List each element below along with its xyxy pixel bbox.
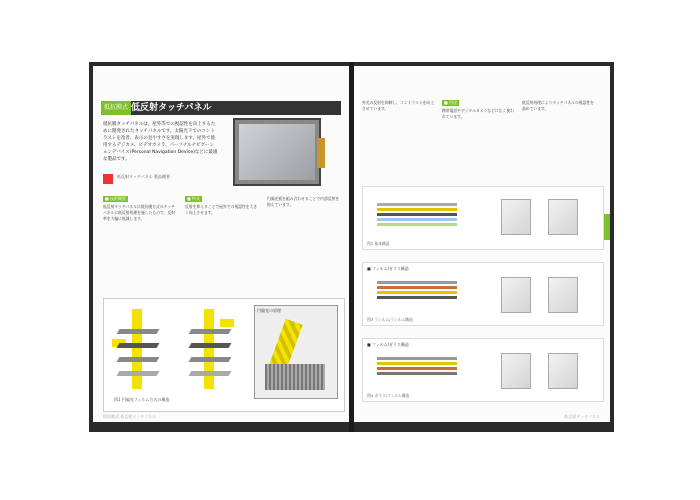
column-text: 携帯電話やデジタルカメラなどに広く使われています。 bbox=[442, 108, 514, 119]
left-column-2 bbox=[185, 196, 259, 216]
figure-3 bbox=[362, 262, 604, 326]
left-page bbox=[93, 66, 349, 422]
figure-1 bbox=[103, 298, 345, 412]
intro-text: 抵抗膜タッチパネルは、屋外等での視認性を向上するために開発されたタッチパネルです。太陽光下でのコントラストを改善、表示の見やすさを実現します。屋外で使用するデジカメ、ビデオカメラ、パーソナルナビゲーションデバイス(Personal Navigation Device)などに最適な製品です。 bbox=[103, 122, 218, 162]
column-heading: ■ 特長 bbox=[187, 196, 201, 201]
figure-title: ■ フィルム/ガラス構造 bbox=[367, 342, 409, 347]
figure-caption: 図2 基本構造 bbox=[367, 241, 390, 246]
layer-panel bbox=[501, 277, 531, 313]
column-text: 反射を抑えることで屋外での視認性を大きく向上させます。 bbox=[185, 204, 258, 215]
flex-cable bbox=[317, 138, 325, 168]
left-column-3 bbox=[267, 196, 341, 208]
right-column-3 bbox=[522, 100, 596, 112]
column-text: 低反射処理によりタッチパネルの視認性を高めています。 bbox=[522, 100, 594, 111]
figure-2 bbox=[362, 186, 604, 250]
circular-polarization-inset bbox=[254, 305, 338, 399]
badge-caption: 低反射タッチパネル 製品概要 bbox=[117, 174, 171, 179]
category-tag: 抵抗膜式 bbox=[101, 101, 131, 115]
layer-panel bbox=[548, 277, 578, 313]
layer-diagram-right bbox=[184, 309, 239, 394]
touch-panel-photo bbox=[233, 118, 323, 188]
right-column-1 bbox=[362, 100, 436, 112]
layer-panel bbox=[548, 199, 578, 235]
layer-panel bbox=[501, 353, 531, 389]
article-title-band bbox=[101, 101, 341, 115]
layer-panel bbox=[548, 353, 578, 389]
layer-diagram-left bbox=[112, 309, 167, 394]
product-badge-icon bbox=[103, 174, 113, 184]
figure-caption: 図3 フィルム/フィルム構造 bbox=[367, 317, 413, 322]
cross-section-stack bbox=[377, 279, 457, 307]
cross-section-stack bbox=[377, 203, 457, 231]
magazine-spread bbox=[89, 62, 614, 432]
column-text: 外光の反射を抑制し、コントラストを向上させています。 bbox=[362, 100, 435, 111]
figure-title: ■ フィルム/ガラス構造 bbox=[367, 266, 409, 271]
section-tab bbox=[604, 214, 610, 240]
left-column-1 bbox=[103, 196, 177, 222]
right-page bbox=[354, 66, 610, 422]
figure-caption: 図4 ガラス/フィルム構造 bbox=[367, 393, 410, 398]
page-footer: 低反射タッチパネル bbox=[564, 414, 600, 419]
column-heading: ■ 技術概要 bbox=[105, 196, 127, 201]
layer-panel bbox=[501, 199, 531, 235]
column-text: 円偏光板を組み合わせることで内部反射を抑えています。 bbox=[267, 196, 340, 207]
figure-4 bbox=[362, 338, 604, 402]
page-footer: 抵抗膜式 低反射タッチパネル bbox=[103, 414, 157, 419]
column-heading: ■ 用途 bbox=[444, 100, 458, 105]
article-title: 低反射タッチパネル bbox=[131, 103, 212, 113]
column-text: 低反射タッチパネルは抵抗膜方式のタッチパネルに低反射処理を施したもので、反射率を大幅に低減します。 bbox=[103, 204, 176, 221]
right-column-2 bbox=[442, 100, 516, 120]
cross-section-stack bbox=[377, 355, 457, 383]
figure-caption: 図1 円偏光フィルム方式の構造 bbox=[114, 397, 170, 402]
inset-label: 円偏光の原理 bbox=[257, 308, 281, 313]
